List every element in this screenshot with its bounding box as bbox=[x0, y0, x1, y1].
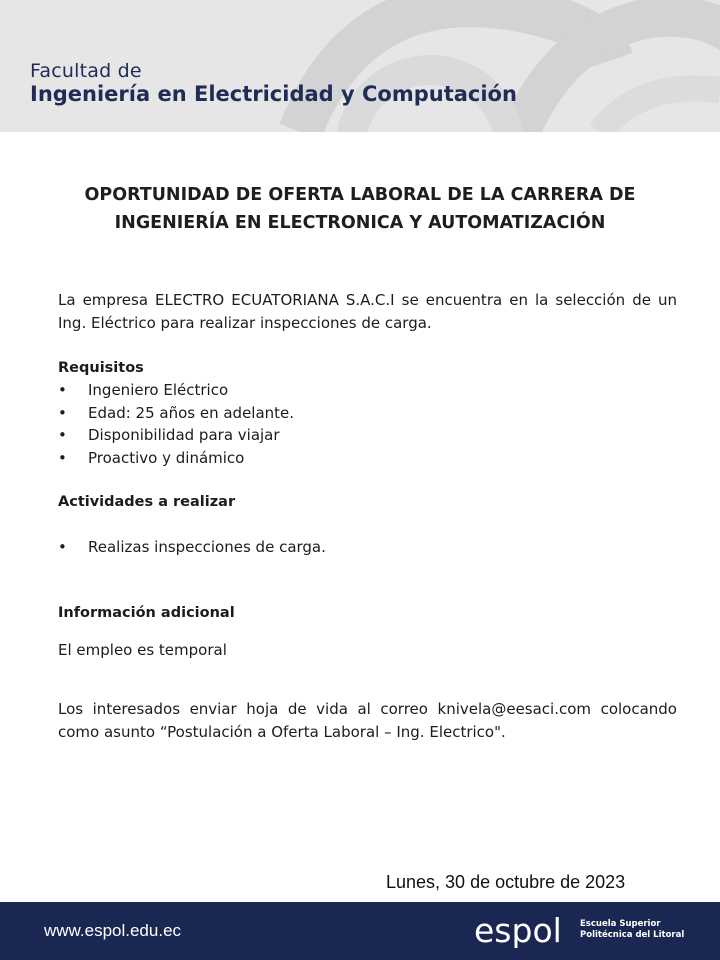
intro-paragraph: La empresa ELECTRO ECUATORIANA S.A.C.I se encuentra en la selección de un Ing. Eléctrico para realizar inspecciones de carga. bbox=[58, 291, 677, 332]
additional-info-heading: Información adicional bbox=[58, 605, 235, 621]
document-date: Lunes, 30 de octubre de 2023 bbox=[386, 872, 626, 892]
website-link[interactable]: www.espol.edu.ec bbox=[44, 921, 182, 940]
espol-tagline bbox=[580, 919, 684, 940]
footer-bar bbox=[0, 902, 720, 960]
espol-logo-text: espol bbox=[474, 912, 562, 948]
faculty-line-1: Facultad de bbox=[30, 60, 142, 82]
faculty-name bbox=[30, 62, 517, 105]
requirements-list bbox=[58, 379, 677, 469]
application-instructions: Los interesados enviar hoja de vida al correo knivela@eesaci.com colocando como asunto “Postulación a Oferta Laboral – Ing. Electrico". bbox=[58, 700, 677, 741]
faculty-header bbox=[0, 0, 720, 132]
list-item: • Edad: 25 años en adelante. bbox=[58, 402, 677, 425]
list-item: • Proactivo y dinámico bbox=[58, 447, 677, 470]
document-body bbox=[58, 289, 677, 743]
activities-list bbox=[58, 536, 677, 559]
title-line-1: OPORTUNIDAD DE OFERTA LABORAL DE LA CARRERA DE bbox=[84, 185, 636, 205]
list-item: • Realizas inspecciones de carga. bbox=[58, 536, 677, 559]
additional-info-text: El empleo es temporal bbox=[58, 640, 227, 659]
tagline-line-1: Escuela Superior bbox=[580, 919, 661, 929]
activities-heading: Actividades a realizar bbox=[58, 494, 236, 510]
title-line-2: INGENIERÍA EN ELECTRONICA Y AUTOMATIZACIÓN bbox=[114, 213, 606, 233]
list-item: • Ingeniero Eléctrico bbox=[58, 379, 677, 402]
document-title bbox=[40, 181, 680, 237]
espol-logo bbox=[474, 912, 578, 948]
requirements-heading: Requisitos bbox=[58, 359, 144, 376]
faculty-line-2: Ingeniería en Electricidad y Computación bbox=[30, 81, 517, 106]
tagline-line-2: Politécnica del Litoral bbox=[580, 929, 685, 940]
list-item: • Disponibilidad para viajar bbox=[58, 424, 677, 447]
